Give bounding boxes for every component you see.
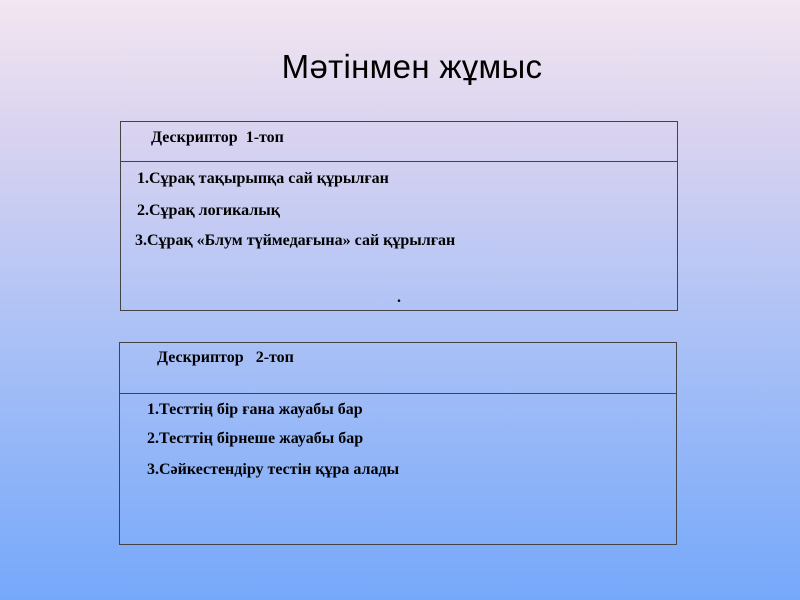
descriptor-table-group-1 xyxy=(120,121,678,311)
list-item: 1.Сұрақ тақырыпқа сай құрылған xyxy=(137,170,389,187)
table-header-label: Дескриптор 1-топ xyxy=(151,129,284,146)
table-header xyxy=(120,343,676,394)
list-item: 2.Сұрақ логикалық xyxy=(137,202,280,219)
table-header-label: Дескриптор 2-топ xyxy=(157,349,294,366)
list-item: 1.Тесттің бір ғана жауабы бар xyxy=(147,401,363,418)
list-item: 3.Сәйкестендіру тестін құра алады xyxy=(147,461,400,478)
list-item: 3.Сұрақ «Блум түймедағына» сай құрылған xyxy=(135,232,456,249)
table-header xyxy=(121,122,677,162)
slide-title: Мәтінмен жұмыс xyxy=(281,48,543,85)
descriptor-table-group-2 xyxy=(119,342,677,545)
footnote-dot: . xyxy=(397,289,401,306)
list-item: 2.Тесттің бірнеше жауабы бар xyxy=(147,430,364,447)
